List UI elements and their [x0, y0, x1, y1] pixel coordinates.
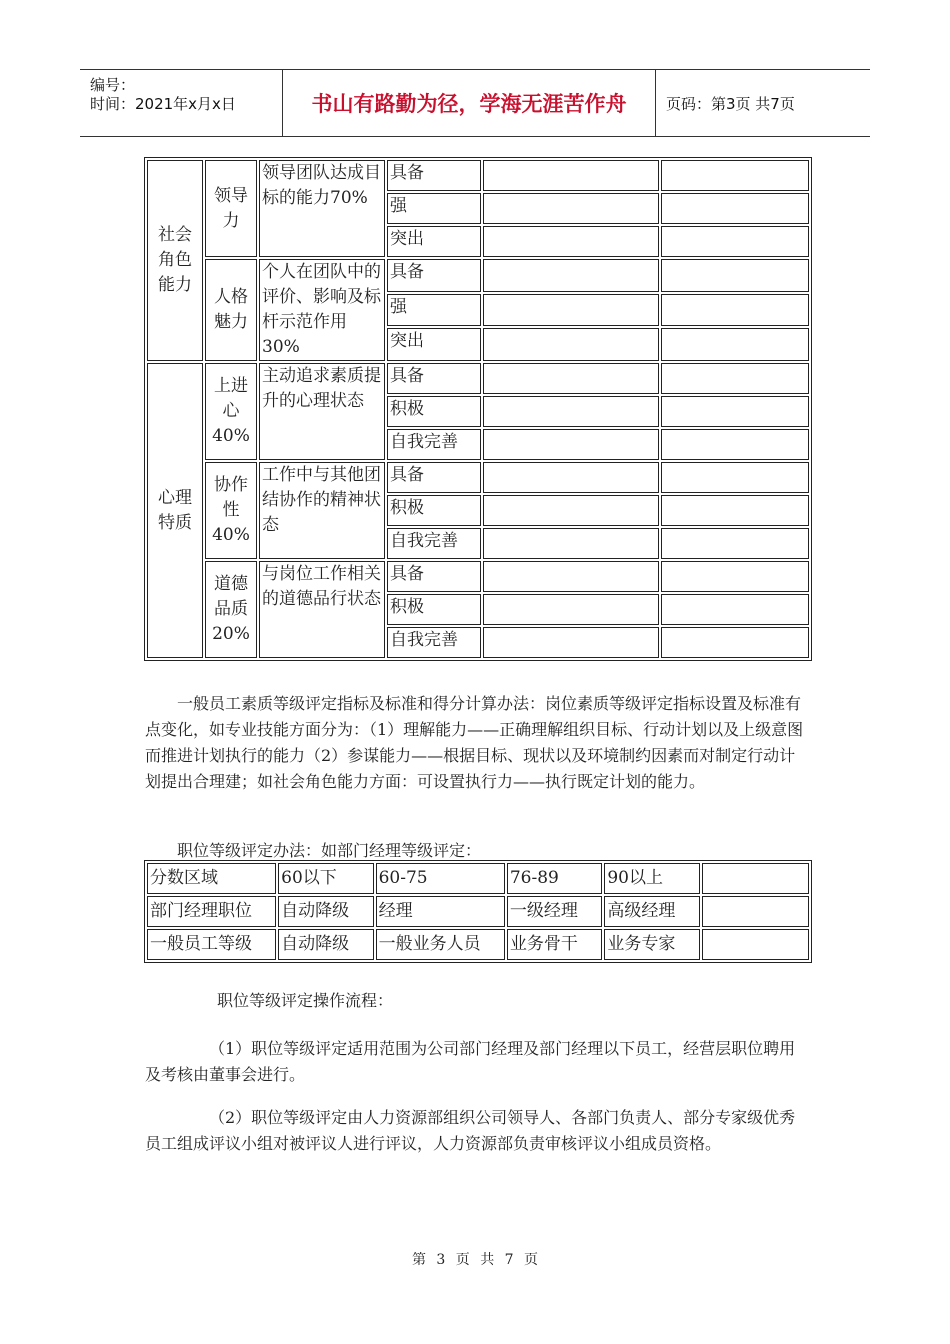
item-desc-cell: 主动追求素质提升的心理状态 — [259, 363, 385, 460]
grade-cell: 一般员工等级 — [147, 929, 276, 960]
score-cell — [661, 193, 809, 224]
grade-cell: 自动降级 — [278, 929, 373, 960]
level-cell: 积极 — [387, 495, 481, 526]
quality-evaluation-table — [145, 158, 811, 660]
level-cell: 具备 — [387, 259, 481, 292]
page-header — [80, 69, 870, 137]
score-cell — [661, 429, 809, 460]
level-cell: 具备 — [387, 160, 481, 191]
number-label: 编号： — [90, 76, 136, 94]
score-cell — [483, 627, 659, 658]
table-row — [147, 259, 809, 292]
grade-cell: 自动降级 — [278, 896, 373, 927]
level-cell: 突出 — [387, 226, 481, 257]
item-desc-cell: 与岗位工作相关的道德品行状态 — [259, 561, 385, 658]
grade-cell: 一般业务人员 — [376, 929, 505, 960]
score-cell — [483, 294, 659, 327]
score-cell — [483, 594, 659, 625]
score-cell — [483, 396, 659, 427]
grade-cell — [702, 863, 809, 894]
grade-cell: 90以上 — [604, 863, 699, 894]
table-row — [147, 896, 809, 927]
score-cell — [661, 259, 809, 292]
score-cell — [661, 363, 809, 394]
level-cell: 自我完善 — [387, 528, 481, 559]
level-cell: 强 — [387, 294, 481, 327]
table-row — [147, 561, 809, 592]
score-cell — [483, 259, 659, 292]
score-cell — [661, 462, 809, 493]
level-cell: 积极 — [387, 594, 481, 625]
item-desc-cell: 个人在团队中的评价、影响及标杆示范作用30% — [259, 259, 385, 361]
level-cell: 自我完善 — [387, 627, 481, 658]
table-row — [147, 160, 809, 191]
level-cell: 自我完善 — [387, 429, 481, 460]
table-row — [147, 863, 809, 894]
grade-cell: 76-89 — [507, 863, 603, 894]
level-cell: 具备 — [387, 561, 481, 592]
score-cell — [483, 495, 659, 526]
score-cell — [661, 160, 809, 191]
category-cell: 社会角色能力 — [147, 160, 203, 361]
grade-cell: 一级经理 — [507, 896, 603, 927]
score-cell — [661, 328, 809, 361]
score-cell — [483, 528, 659, 559]
grade-cell: 60-75 — [376, 863, 505, 894]
level-cell: 突出 — [387, 328, 481, 361]
table-row — [147, 929, 809, 960]
table-row — [147, 462, 809, 493]
table-row — [147, 363, 809, 394]
item-name-cell: 上进心40% — [205, 363, 257, 460]
header-motto: 书山有路勤为径，学海无涯苦作舟 — [283, 70, 656, 136]
score-cell — [661, 226, 809, 257]
grade-cell: 业务骨干 — [507, 929, 603, 960]
score-cell — [483, 160, 659, 191]
paragraph-scoring-method: 一般员工素质等级评定指标及标准和得分计算办法：岗位素质等级评定指标设置及标准有点变化，如专业技能方面分为：（1）理解能力——正确理解组织目标、行动计划以及上级意图而推进计划执行的能力（2）参谋能力——根据目标、现状以及环境制约因素而对制定行动计划提出合理建；如社会角色能力方面：可设置执行力——执行既定计划的能力。 — [145, 694, 804, 791]
item-name-cell: 领导力 — [205, 160, 257, 257]
header-meta — [80, 70, 283, 136]
paragraph-procedure-2: （2）职位等级评定由人力资源部组织公司领导人、各部门负责人、部分专家级优秀员工组成评议小组对被评议人进行评议，人力资源部负责审核评议小组成员资格。 — [145, 1108, 796, 1153]
score-cell — [483, 429, 659, 460]
score-cell — [661, 594, 809, 625]
paragraph-grade-method: 职位等级评定办法：如部门经理等级评定： — [177, 841, 482, 860]
paragraph-procedure-title: 职位等级评定操作流程： — [217, 991, 394, 1010]
page-info: 页码：第3页 共7页 — [666, 94, 795, 113]
score-cell — [661, 294, 809, 327]
score-cell — [483, 561, 659, 592]
grade-cell: 分数区域 — [147, 863, 276, 894]
score-cell — [483, 226, 659, 257]
category-cell: 心理特质 — [147, 363, 203, 658]
position-grade-table — [145, 861, 811, 962]
score-cell — [483, 462, 659, 493]
paragraph-procedure-1: （1）职位等级评定适用范围为公司部门经理及部门经理以下员工，经营层职位聘用及考核由董事会进行。 — [145, 1039, 796, 1084]
grade-cell: 经理 — [376, 896, 505, 927]
item-name-cell: 人格魅力 — [205, 259, 257, 361]
level-cell: 具备 — [387, 462, 481, 493]
level-cell: 积极 — [387, 396, 481, 427]
time-label: 时间：2021年x月x日 — [90, 95, 236, 113]
score-cell — [661, 561, 809, 592]
grade-cell: 高级经理 — [604, 896, 699, 927]
score-cell — [661, 396, 809, 427]
item-desc-cell: 工作中与其他团结协作的精神状态 — [259, 462, 385, 559]
item-desc-cell: 领导团队达成目标的能力70% — [259, 160, 385, 257]
grade-cell — [702, 929, 809, 960]
grade-cell: 部门经理职位 — [147, 896, 276, 927]
score-cell — [661, 528, 809, 559]
score-cell — [661, 627, 809, 658]
score-cell — [483, 328, 659, 361]
level-cell: 强 — [387, 193, 481, 224]
item-name-cell: 道德品质20% — [205, 561, 257, 658]
score-cell — [661, 495, 809, 526]
page-footer: 第 3 页 共 7 页 — [411, 1252, 539, 1268]
score-cell — [483, 363, 659, 394]
grade-cell — [702, 896, 809, 927]
item-name-cell: 协作性40% — [205, 462, 257, 559]
grade-cell: 业务专家 — [604, 929, 699, 960]
grade-cell: 60以下 — [278, 863, 373, 894]
level-cell: 具备 — [387, 363, 481, 394]
score-cell — [483, 193, 659, 224]
